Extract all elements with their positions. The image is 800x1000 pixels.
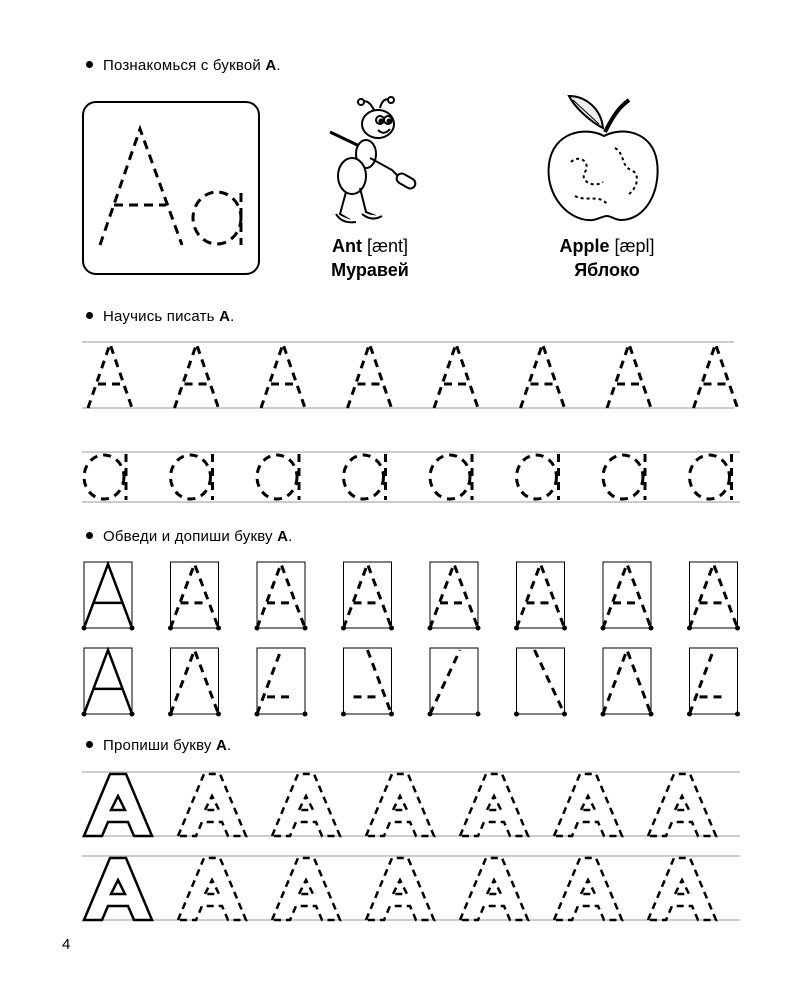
trace-box <box>257 648 305 714</box>
trace-dot <box>514 712 519 717</box>
dashed-outline-letter-a <box>178 774 246 836</box>
trace-dot <box>649 626 654 631</box>
trace-dot <box>216 626 221 631</box>
trace-box <box>171 648 219 714</box>
dashed-outline-letter-a <box>460 774 528 836</box>
trace-dot <box>735 712 740 717</box>
dashed-outline-letter-a-counter <box>675 880 689 894</box>
word-english: Ant <box>331 236 362 256</box>
dashed-lowercase-a-bowl <box>517 455 557 499</box>
dashed-outline-letter-a-counter <box>205 880 219 894</box>
instruction-letter: А <box>219 308 231 325</box>
dashed-uppercase-a <box>175 344 219 408</box>
trace-dot <box>389 626 394 631</box>
dashed-trace-letter-a <box>257 564 305 628</box>
dashed-lowercase-a-bowl <box>690 455 730 499</box>
dashed-outline-letter-a <box>554 858 622 920</box>
dashed-outline-letter-a-counter <box>393 880 407 894</box>
trace-dot <box>341 712 346 717</box>
outline-letter-a-counter <box>111 796 125 810</box>
dashed-outline-letter-a <box>272 858 340 920</box>
solid-letter-a <box>84 564 132 628</box>
trace-dot <box>476 626 481 631</box>
dashed-outline-letter-a-counter <box>487 880 501 894</box>
dashed-outline-letter-a <box>554 774 622 836</box>
dashed-outline-letter-a <box>648 774 716 836</box>
dashed-lowercase-a-bowl <box>171 455 211 499</box>
outline-letter-a-counter <box>111 880 125 894</box>
partial-trace-letter-a <box>354 650 392 714</box>
dashed-trace-letter-a <box>603 564 651 628</box>
trace-dot <box>389 712 394 717</box>
trace-dot <box>303 712 308 717</box>
trace-dot <box>216 712 221 717</box>
trace-dot <box>303 626 308 631</box>
dashed-outline-letter-a-counter <box>393 796 407 810</box>
instruction-end: . <box>276 57 281 74</box>
dashed-lowercase-a-bowl <box>257 455 297 499</box>
dashed-outline-letter-a <box>366 774 434 836</box>
instruction-end: . <box>288 528 293 545</box>
dashed-uppercase-a <box>88 344 132 408</box>
trace-box <box>430 648 478 714</box>
trace-box <box>603 562 651 628</box>
instruction-letter: А <box>277 528 289 545</box>
instruction-end: . <box>227 737 232 754</box>
trace-box <box>690 648 738 714</box>
trace-box <box>603 648 651 714</box>
dashed-lowercase-a-bowl <box>430 455 470 499</box>
dashed-lowercase-a-bowl <box>603 455 643 499</box>
trace-box <box>344 562 392 628</box>
word-transcription: [ænt] <box>366 236 409 256</box>
page-number: 4 <box>62 936 71 953</box>
trace-box <box>517 562 565 628</box>
trace-box <box>171 562 219 628</box>
dashed-outline-letter-a-counter <box>299 796 313 810</box>
instruction-text: Научись писать <box>103 308 220 325</box>
dashed-uppercase-a <box>607 344 651 408</box>
partial-trace-letter-a <box>257 650 295 714</box>
dashed-lowercase-a-bowl <box>84 455 124 499</box>
trace-box <box>84 562 132 628</box>
partial-trace-letter-a <box>171 650 219 714</box>
dashed-uppercase-a <box>521 344 565 408</box>
dashed-outline-letter-a-counter <box>675 796 689 810</box>
dashed-uppercase-a <box>261 344 305 408</box>
dashed-outline-letter-a <box>648 858 716 920</box>
instruction-text: Обведи и допиши букву <box>103 528 278 545</box>
outline-letter-a <box>84 774 152 836</box>
partial-trace-letter-a <box>430 650 460 714</box>
partial-trace-letter-a <box>603 650 651 714</box>
dashed-trace-letter-a <box>171 564 219 628</box>
dashed-outline-letter-a <box>178 858 246 920</box>
word-transcription: [æpl] <box>614 236 655 256</box>
trace-box <box>257 562 305 628</box>
trace-box <box>517 648 565 714</box>
dashed-trace-letter-a <box>517 564 565 628</box>
instruction-end: . <box>230 308 235 325</box>
dashed-trace-letter-a <box>430 564 478 628</box>
instruction-text: Пропиши букву <box>103 737 216 754</box>
dashed-trace-letter-a <box>344 564 392 628</box>
dashed-uppercase-a <box>348 344 392 408</box>
dashed-outline-letter-a-counter <box>299 880 313 894</box>
dashed-outline-letter-a-counter <box>487 796 501 810</box>
dashed-trace-letter-a <box>690 564 738 628</box>
partial-trace-letter-a <box>690 650 728 714</box>
dashed-outline-letter-a-counter <box>581 880 595 894</box>
outline-letter-a <box>84 858 152 920</box>
solid-letter-a <box>84 650 132 714</box>
dashed-outline-letter-a <box>460 858 528 920</box>
trace-box <box>430 562 478 628</box>
partial-trace-letter-a <box>535 650 565 714</box>
dashed-outline-letter-a-counter <box>205 796 219 810</box>
trace-dot <box>562 626 567 631</box>
dashed-outline-letter-a <box>366 858 434 920</box>
trace-box <box>690 562 738 628</box>
trace-dot <box>649 712 654 717</box>
trace-dot <box>476 712 481 717</box>
instruction-text: Познакомься с буквой <box>103 57 266 74</box>
trace-box <box>344 648 392 714</box>
word-russian: Яблоко <box>574 260 640 280</box>
word-english: Apple <box>559 236 610 256</box>
dashed-lowercase-a-bowl <box>344 455 384 499</box>
word-russian: Муравей <box>331 260 409 280</box>
dashed-outline-letter-a-counter <box>581 796 595 810</box>
dashed-outline-letter-a <box>272 774 340 836</box>
trace-box <box>84 648 132 714</box>
instruction-letter: А <box>265 57 277 74</box>
dashed-uppercase-a <box>434 344 478 408</box>
instruction-letter: А <box>215 737 228 754</box>
dashed-uppercase-a <box>694 344 738 408</box>
trace-dot <box>735 626 740 631</box>
